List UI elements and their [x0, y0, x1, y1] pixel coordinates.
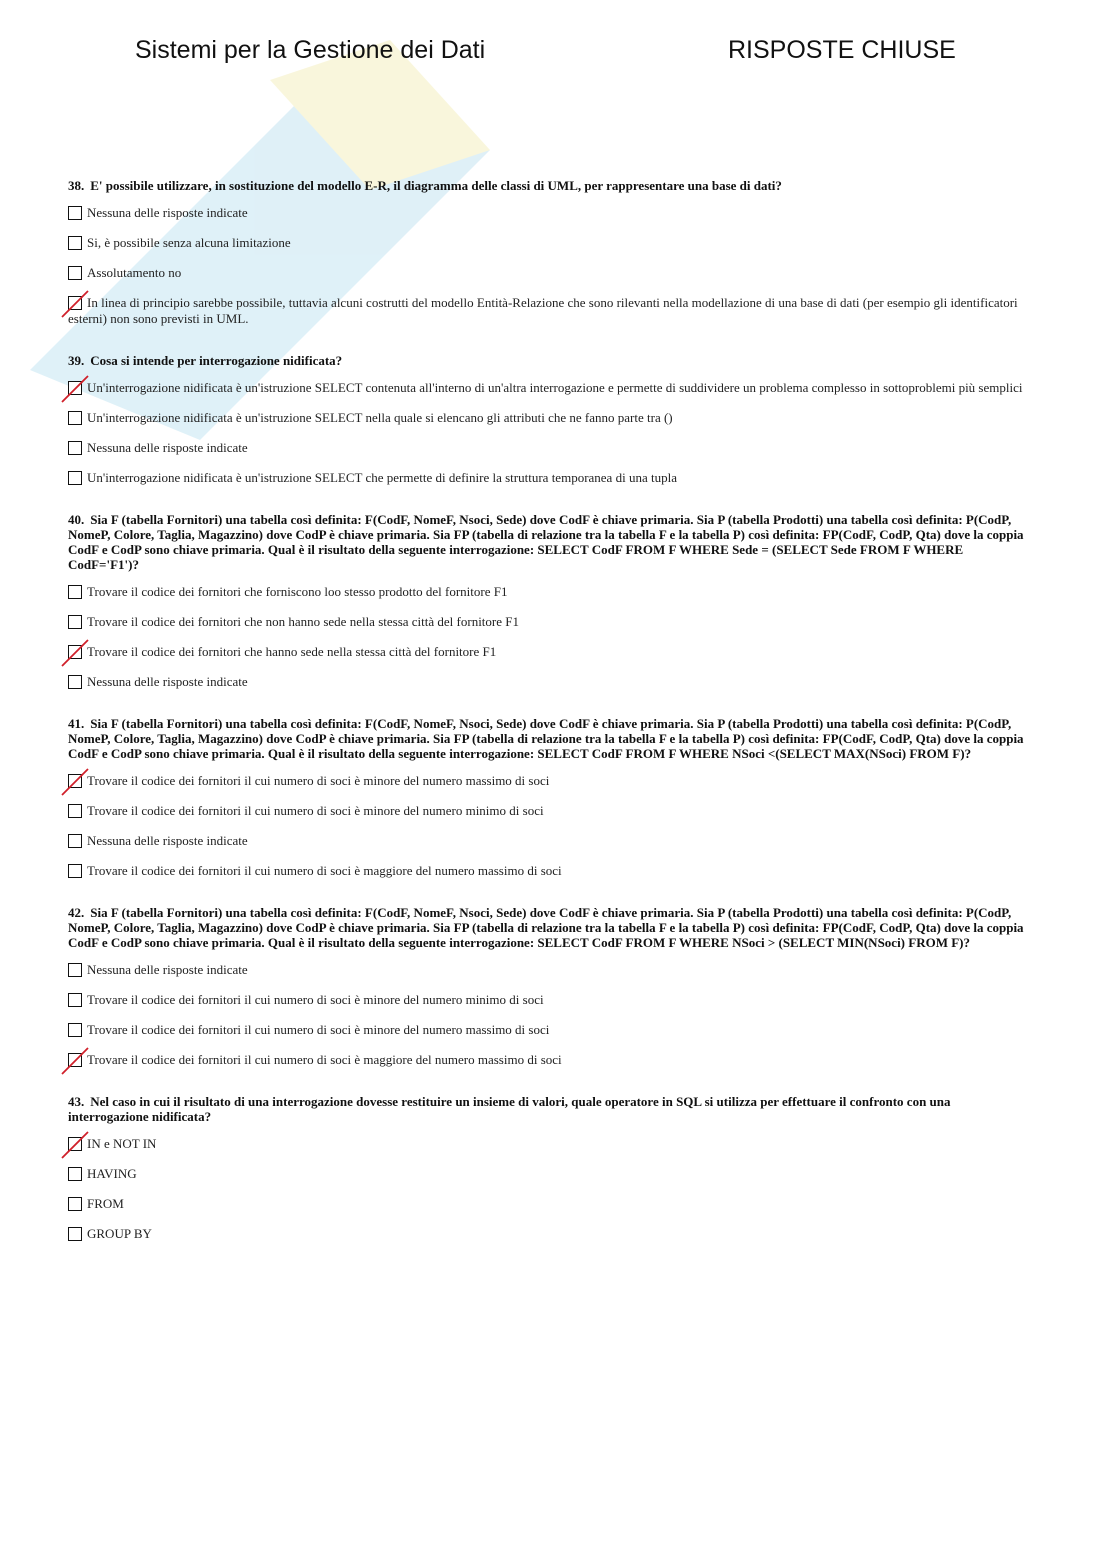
answer-option[interactable]	[68, 614, 1030, 630]
checked-checkbox[interactable]	[68, 296, 82, 310]
answer-option[interactable]	[68, 295, 1030, 327]
checkbox[interactable]	[68, 615, 82, 629]
answer-option[interactable]	[68, 803, 1030, 819]
answer-label: Trovare il codice dei fornitori che hanno sede nella stessa città del fornitore F1	[87, 644, 497, 659]
answer-label: Trovare il codice dei fornitori il cui numero di soci è minore del numero minimo di soci	[87, 992, 544, 1007]
question-number: 40.	[68, 512, 85, 527]
check-mark-icon	[60, 1046, 90, 1076]
question-2	[68, 353, 1030, 486]
question-text	[68, 1094, 1030, 1124]
answer-label: Assolutamento no	[87, 265, 182, 280]
checked-checkbox[interactable]	[68, 1137, 82, 1151]
checkbox[interactable]	[68, 1023, 82, 1037]
answer-label: Si, è possibile senza alcuna limitazione	[87, 235, 291, 250]
checkbox[interactable]	[68, 804, 82, 818]
answer-option[interactable]	[68, 470, 1030, 486]
answer-option[interactable]	[68, 380, 1030, 396]
answer-label: FROM	[87, 1196, 124, 1211]
answer-label: Trovare il codice dei fornitori che non hanno sede nella stessa città del fornitore F1	[87, 614, 520, 629]
section-title: RISPOSTE CHIUSE	[728, 36, 956, 64]
answer-label: Un'interrogazione nidificata è un'istruzione SELECT che permette di definire la struttura temporanea di una tupla	[87, 470, 677, 485]
answer-option[interactable]	[68, 773, 1030, 789]
checkbox[interactable]	[68, 471, 82, 485]
answer-label: Nessuna delle risposte indicate	[87, 440, 248, 455]
question-body: Sia F (tabella Fornitori) una tabella così definita: F(CodF, NomeF, Nsoci, Sede) dove CodF è chiave primaria. Sia P (tabella Prodotti) una tabella così definita: P(CodP, NomeP, Colore, Taglia, Magazzino) dove CodP è chiave primaria. Sia FP (tabella di relazione tra la tabella F e la tabella P) così definita: FP(CodF, CodP, Qta) dove la coppia CodF e CodP sono chiave primaria. Qual è il risultato della seguente interrogazione: SELECT CodF FROM F WHERE NSoci <(SELECT MAX(NSoci) FROM F)?	[68, 716, 1024, 761]
question-body: Nel caso in cui il risultato di una interrogazione dovesse restituire un insieme di valori, quale operatore in SQL si utilizza per effettuare il confronto con una interrogazione nidificata?	[68, 1094, 951, 1124]
checkbox[interactable]	[68, 993, 82, 1007]
question-list	[68, 178, 1030, 1268]
checkbox[interactable]	[68, 834, 82, 848]
checked-checkbox[interactable]	[68, 1053, 82, 1067]
answer-option[interactable]	[68, 1136, 1030, 1152]
question-text	[68, 905, 1030, 950]
answer-option[interactable]	[68, 1052, 1030, 1068]
page-header	[0, 36, 1103, 70]
checkbox[interactable]	[68, 1197, 82, 1211]
check-mark-icon	[60, 374, 90, 404]
question-text	[68, 178, 1030, 193]
answer-label: Trovare il codice dei fornitori il cui numero di soci è minore del numero massimo di soci	[87, 773, 550, 788]
answer-label: Un'interrogazione nidificata è un'istruzione SELECT contenuta all'interno di un'altra interrogazione e permette di suddividere un problema complesso in sottoproblemi più semplici	[87, 380, 1023, 395]
checkbox[interactable]	[68, 1167, 82, 1181]
checkbox[interactable]	[68, 206, 82, 220]
checkbox[interactable]	[68, 236, 82, 250]
answer-label: GROUP BY	[87, 1226, 152, 1241]
answer-label: Trovare il codice dei fornitori il cui numero di soci è minore del numero massimo di soci	[87, 1022, 550, 1037]
question-body: Sia F (tabella Fornitori) una tabella così definita: F(CodF, NomeF, Nsoci, Sede) dove CodF è chiave primaria. Sia P (tabella Prodotti) una tabella così definita: P(CodP, NomeP, Colore, Taglia, Magazzino) dove CodP è chiave primaria. Sia FP (tabella di relazione tra la tabella F e la tabella P) così definita: FP(CodF, CodP, Qta) dove la coppia CodF e CodP sono chiave primaria. Qual è il risultato della seguente interrogazione: SELECT CodF FROM F WHERE NSoci > (SELECT MIN(NSoci) FROM F)?	[68, 905, 1024, 950]
question-6	[68, 1094, 1030, 1242]
question-text	[68, 716, 1030, 761]
answer-label: IN e NOT IN	[87, 1136, 157, 1151]
checkbox[interactable]	[68, 441, 82, 455]
check-mark-icon	[60, 1130, 90, 1160]
answer-option[interactable]	[68, 235, 1030, 251]
answer-label: Trovare il codice dei fornitori il cui numero di soci è maggiore del numero massimo di soci	[87, 1052, 562, 1067]
answer-label: Trovare il codice dei fornitori che forniscono loo stesso prodotto del fornitore F1	[87, 584, 508, 599]
question-5	[68, 905, 1030, 1068]
question-1	[68, 178, 1030, 327]
answer-option[interactable]	[68, 1226, 1030, 1242]
answer-option[interactable]	[68, 440, 1030, 456]
question-number: 41.	[68, 716, 85, 731]
question-number: 43.	[68, 1094, 85, 1109]
answer-option[interactable]	[68, 962, 1030, 978]
question-number: 42.	[68, 905, 85, 920]
answer-option[interactable]	[68, 584, 1030, 600]
checkbox[interactable]	[68, 585, 82, 599]
question-body: E' possibile utilizzare, in sostituzione del modello E-R, il diagramma delle classi di UML, per rappresentare una base di dati?	[90, 178, 782, 193]
check-mark-icon	[60, 767, 90, 797]
answer-option[interactable]	[68, 410, 1030, 426]
checkbox[interactable]	[68, 411, 82, 425]
answer-label: Trovare il codice dei fornitori il cui numero di soci è maggiore del numero massimo di soci	[87, 863, 562, 878]
checked-checkbox[interactable]	[68, 381, 82, 395]
answer-option[interactable]	[68, 833, 1030, 849]
answer-option[interactable]	[68, 992, 1030, 1008]
course-title: Sistemi per la Gestione dei Dati	[135, 36, 486, 64]
answer-option[interactable]	[68, 1166, 1030, 1182]
checked-checkbox[interactable]	[68, 645, 82, 659]
answer-option[interactable]	[68, 265, 1030, 281]
question-number: 39.	[68, 353, 85, 368]
checkbox[interactable]	[68, 1227, 82, 1241]
answer-label: Nessuna delle risposte indicate	[87, 205, 248, 220]
checked-checkbox[interactable]	[68, 774, 82, 788]
answer-label: Nessuna delle risposte indicate	[87, 833, 248, 848]
answer-option[interactable]	[68, 1196, 1030, 1212]
question-number: 38.	[68, 178, 85, 193]
answer-label: Un'interrogazione nidificata è un'istruzione SELECT nella quale si elencano gli attributi che ne fanno parte tra ()	[87, 410, 673, 425]
answer-option[interactable]	[68, 644, 1030, 660]
checkbox[interactable]	[68, 675, 82, 689]
question-text	[68, 353, 1030, 368]
question-body: Cosa si intende per interrogazione nidificata?	[90, 353, 343, 368]
answer-label: In linea di principio sarebbe possibile, tuttavia alcuni costrutti del modello Entità-Relazione che sono rilevanti nella modellazione di una base di dati (per esempio gli identificatori esterni) non sono previsti in UML.	[68, 295, 1018, 326]
checkbox[interactable]	[68, 864, 82, 878]
answer-option[interactable]	[68, 205, 1030, 221]
check-mark-icon	[60, 638, 90, 668]
answer-option[interactable]	[68, 674, 1030, 690]
answer-option[interactable]	[68, 863, 1030, 879]
question-text	[68, 512, 1030, 572]
answer-label: Nessuna delle risposte indicate	[87, 962, 248, 977]
answer-label: HAVING	[87, 1166, 137, 1181]
answer-option[interactable]	[68, 1022, 1030, 1038]
question-4	[68, 716, 1030, 879]
question-body: Sia F (tabella Fornitori) una tabella così definita: F(CodF, NomeF, Nsoci, Sede) dove CodF è chiave primaria. Sia P (tabella Prodotti) una tabella così definita: P(CodP, NomeP, Colore, Taglia, Magazzino) dove CodP è chiave primaria. Sia FP (tabella di relazione tra la tabella F e la tabella P) così definita: FP(CodF, CodP, Qta) dove la coppia CodF e CodP sono chiave primaria. Qual è il risultato della seguente interrogazione: SELECT CodF FROM F WHERE Sede = (SELECT Sede FROM F WHERE CodF='F1')?	[68, 512, 1024, 572]
checkbox[interactable]	[68, 266, 82, 280]
answer-label: Nessuna delle risposte indicate	[87, 674, 248, 689]
question-3	[68, 512, 1030, 690]
checkbox[interactable]	[68, 963, 82, 977]
answer-label: Trovare il codice dei fornitori il cui numero di soci è minore del numero minimo di soci	[87, 803, 544, 818]
